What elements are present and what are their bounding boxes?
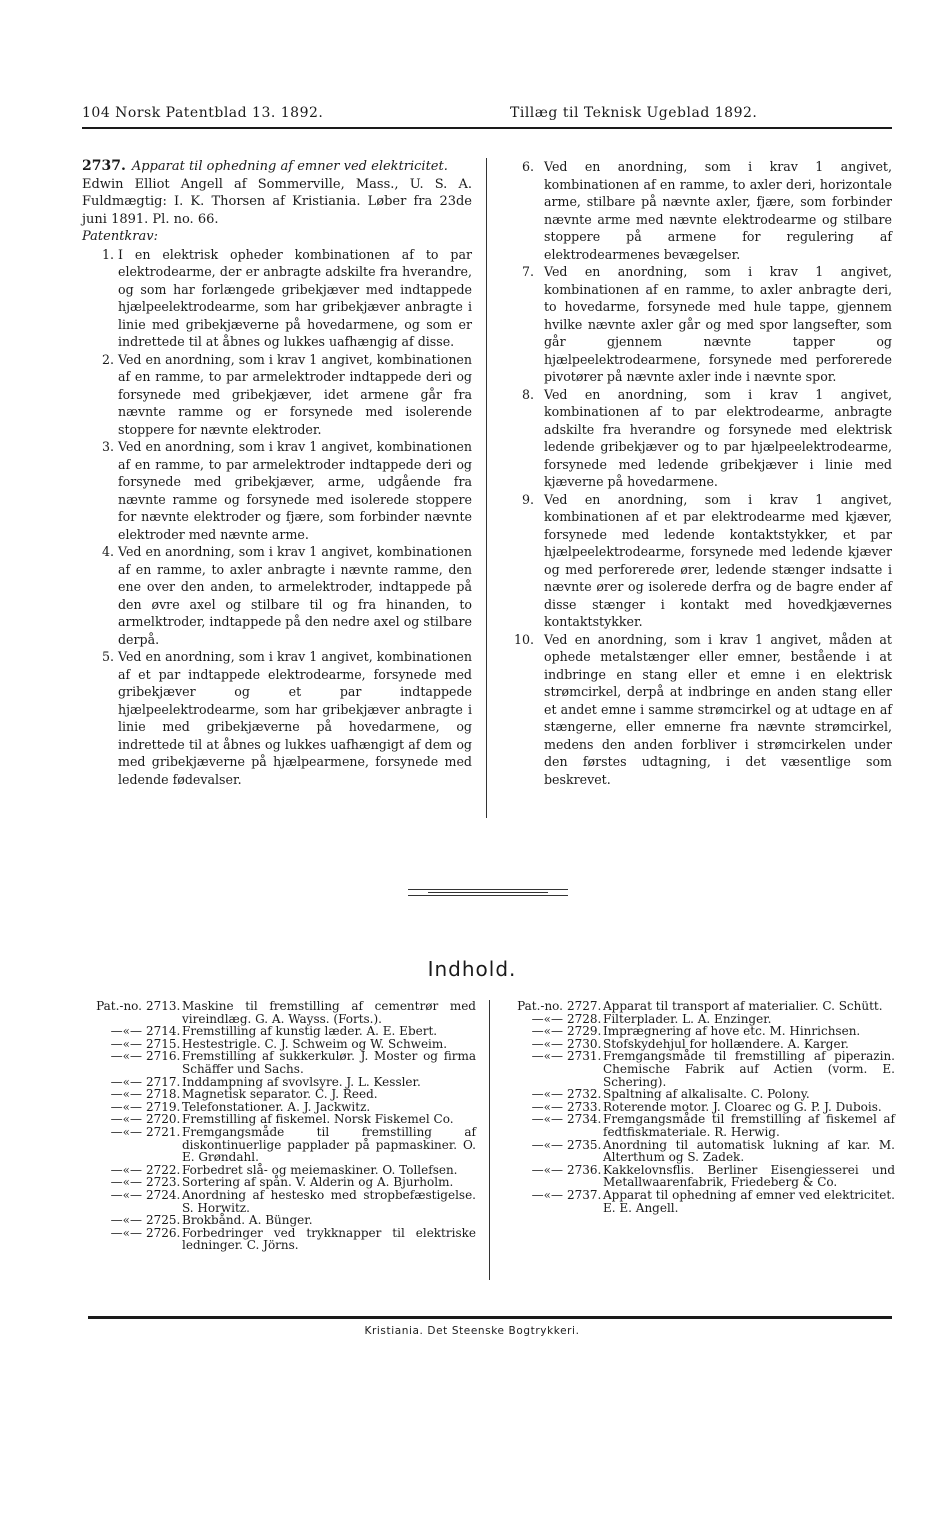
- claims-label: Patentkrav:: [82, 229, 158, 244]
- claim-text: I en elektrisk opheder kombinationen af to par elektrodearme, der er anbragte adskilte fra hverandre, og som har forlængede gribekjæver med indtappede hjælpeelektrodearme, som har gribekjæver anbragte i linie med gribekjæverne på hovedarmene, og som er indrettede til at åbnes og lukkes uafhængig af disse.: [118, 246, 472, 349]
- claim-number: 9.: [521, 491, 534, 507]
- index-entry: [505, 1164, 895, 1189]
- index-text: Kakkelovnsflis. Berliner Eisengiesserei und Metallwaarenfabrik, Friedeberg & Co.: [603, 1162, 895, 1190]
- index-number: 2735.: [567, 1137, 602, 1152]
- claim: [82, 648, 472, 788]
- patent-number: 2737.: [82, 158, 126, 174]
- claim-number: 2.: [101, 351, 114, 367]
- index-entry: [84, 1126, 476, 1164]
- claim-text: Ved en anordning, som i krav 1 angivet, kombinationen af et par elektrodearme med kjæver, forsynede med ledende kontaktstykker, et par hjælpeelektrodearme, forsynede med ledende kjæver og med perforerede ører, ledende stænger indsatte i nævnte ører og isolerede derfra og de bagre ender af disse stænger i kontakt med hovedkjævernes kontaktstykker.: [544, 491, 892, 629]
- index-number: 2715.: [146, 1036, 181, 1051]
- index-text: Apparat til ophedning af emner ved elektricitet. E. E. Angell.: [603, 1187, 895, 1215]
- claim: [82, 246, 472, 351]
- index-number: 2734.: [567, 1112, 602, 1127]
- index-text: Sortering af spån. V. Alderin og A. Bjurholm.: [182, 1175, 454, 1190]
- index-prefix: —«—: [110, 1049, 142, 1064]
- right-column: [508, 158, 892, 788]
- index-text: Fremstilling af kunstig læder. A. E. Ebert.: [182, 1024, 438, 1039]
- index-number: 2737.: [567, 1187, 602, 1202]
- index-number: 2724.: [146, 1187, 181, 1202]
- index-number: 2725.: [146, 1213, 181, 1228]
- index-number: 2717.: [146, 1074, 181, 1089]
- claim-text: Ved en anordning, som i krav 1 angivet, måden at ophede metalstænger eller emner, bestående i at indbringe en stang eller et emne i en elektrisk strømcirkel, derpå at indbringe en anden stang eller et andet emne i samme strømcirkel og at udtage en af stængerne, eller emnerne fra nævnte strømcirkel, medens den anden forbliver i strømcirkelen under den førstes udtagning, i det væsentlige som beskrevet.: [544, 631, 892, 787]
- index-number: 2722.: [146, 1162, 181, 1177]
- index-entry: [84, 1214, 476, 1227]
- index-number: 2721.: [146, 1124, 181, 1139]
- index-entry: [84, 1025, 476, 1038]
- header-rule: [82, 127, 892, 129]
- index-text: Fremgangsmåde til fremstilling af piperazin. Chemische Fabrik auf Actien (vorm. E. Schering).: [603, 1049, 895, 1089]
- index-prefix: —«—: [110, 1112, 142, 1127]
- column-divider: [486, 158, 487, 818]
- index-entry: [505, 1088, 895, 1101]
- index-text: Roterende motor. J. Cloarec og G. P. J. Dubois.: [603, 1099, 882, 1114]
- index-number: 2716.: [146, 1049, 181, 1064]
- index-entry: [84, 1189, 476, 1214]
- index-prefix: —«—: [110, 1162, 142, 1177]
- index-prefix: —«—: [531, 1049, 563, 1064]
- claim: [82, 351, 472, 439]
- index-prefix: —«—: [110, 1124, 142, 1139]
- section-ornament: [408, 887, 568, 898]
- index-number: 2719.: [146, 1099, 181, 1114]
- claim-text: Ved en anordning, som i krav 1 angivet, kombinationen af to par elektrodearme, anbragte adskilte fra hverandre og forsynede med elektrisk ledende gribekjæver og to par hjælpeelektrodearme, forsynede med ledende gribekjæver i linie med kjæverne på hovedarmene.: [544, 386, 892, 489]
- index-prefix: —«—: [110, 1087, 142, 1102]
- index-prefix: —«—: [110, 1175, 142, 1190]
- index-text: Hestestrigle. C. J. Schweim og W. Schweim.: [182, 1036, 448, 1051]
- claim: [508, 491, 892, 631]
- index-prefix: —«—: [110, 1036, 142, 1051]
- index-right: [505, 1000, 895, 1214]
- claims-right: [508, 158, 892, 788]
- index-prefix: —«—: [531, 1162, 563, 1177]
- index-number: 2729.: [567, 1024, 602, 1039]
- index-text: Spaltning af alkalisalte. C. Polony.: [603, 1087, 810, 1102]
- patent-meta: Edwin Elliot Angell af Sommerville, Mass., U. S. A. Fuldmægtig: I. K. Thorsen af Kristiania. Løber fra 23de juni 1891. Pl. no. 66.: [82, 176, 472, 227]
- patent-title: Apparat til ophedning af emner ved elektricitet.: [131, 159, 448, 174]
- index-entry: [505, 1113, 895, 1138]
- claim-number: 10.: [513, 631, 534, 647]
- left-column: [82, 158, 472, 788]
- claim-text: Ved en anordning, som i krav 1 angivet, kombinationen af en ramme, to axler anbragte i nævnte ramme, den ene over den anden, to armelektroder, indtappede på den øvre axel og stilbare til og fra hinanden, to armelktroder, indtappede på den nedre axel og stilbare derpå.: [118, 544, 472, 647]
- claim-number: 6.: [521, 159, 534, 174]
- index-prefix: —«—: [110, 1099, 142, 1114]
- printer-imprint: Kristiania. Det Steenske Bogtrykkeri.: [364, 1325, 580, 1337]
- claim-text: Ved en anordning, som i krav 1 angivet, kombinationen af en ramme, to par armelektroder indtappede deri og forsynede med gribekjæver, arme, udgående fra nævnte ramme og forsynede med isolerede stoppere for nævnte elektroder og fjære, som forbinder nævnte elektroder med nævnte arme.: [118, 439, 472, 542]
- index-left: [84, 1000, 476, 1252]
- index-text: Fremgangsmåde til fremstilling af diskontinuerlige papplader på papmaskiner. O. E. Grøndahl.: [182, 1124, 476, 1165]
- index-number: 2730.: [567, 1036, 602, 1051]
- index-number: 2736.: [567, 1162, 602, 1177]
- index-entry: [505, 1025, 895, 1038]
- index-divider: [489, 1000, 490, 1280]
- claim: [82, 543, 472, 648]
- index-entry: [84, 1227, 476, 1252]
- index-number: 2723.: [146, 1175, 181, 1190]
- index-prefix: —«—: [531, 1099, 563, 1114]
- index-number: 2731.: [567, 1049, 602, 1064]
- claim-number: 4.: [101, 544, 114, 559]
- index-text: Magnetisk separator. C. J. Reed.: [182, 1087, 378, 1102]
- index-prefix: —«—: [110, 1225, 142, 1240]
- index-number: 2727.: [567, 999, 602, 1013]
- claim: [508, 158, 892, 263]
- index-prefix: Pat.-no.: [517, 999, 563, 1013]
- index-prefix: —«—: [531, 1137, 563, 1152]
- index-text: Fremstilling af sukkerkulør. J. Moster og firma Schäffer und Sachs.: [182, 1049, 476, 1076]
- running-header-right: Tillæg til Teknisk Ugeblad 1892.: [510, 105, 758, 121]
- claim-number: 5.: [101, 649, 114, 664]
- index-prefix: —«—: [531, 1024, 563, 1039]
- index-entry: [84, 1000, 476, 1025]
- index-text: Forbedret slå- og meiemaskiner. O. Tollefsen.: [182, 1162, 458, 1177]
- claim-text: Ved en anordning, som i krav 1 angivet, kombinationen af en ramme, to par armelektroder indtappede deri og forsynede med gribekjæver, idet armene går fra nævnte ramme og er forsynede med isolerende stoppere for nævnte elektroder.: [118, 351, 472, 437]
- index-number: 2720.: [146, 1112, 181, 1127]
- index-prefix: —«—: [110, 1187, 142, 1202]
- index-text: Anordning til automatisk lukning af kar. M. Alterthum og S. Zadek.: [603, 1137, 895, 1165]
- index-text: Fremgangsmåde til fremstilling af fiskemel af fedtfiskmateriale. R. Herwig.: [603, 1112, 895, 1139]
- index-entry: [505, 1189, 895, 1214]
- patent-heading: [82, 158, 472, 176]
- claim-text: Ved en anordning, som i krav 1 angivet, kombinationen af en ramme, to axler deri, horizontale arme, stilbare på nævnte axler, fjære, som forbinder nævnte arme med nævnte elektrodearme og stilbare stoppere på armene for regulering af elektrodearmenes bevægelser.: [544, 159, 892, 262]
- index-entry: [505, 1000, 895, 1013]
- index-prefix: —«—: [110, 1074, 142, 1089]
- index-prefix: —«—: [531, 1187, 563, 1202]
- index-prefix: —«—: [110, 1213, 142, 1228]
- index-text: Stofskydehjul for hollændere. A. Karger.: [603, 1036, 849, 1051]
- index-prefix: —«—: [110, 1024, 142, 1039]
- index-entry: [505, 1050, 895, 1088]
- claim-text: Ved en anordning, som i krav 1 angivet, kombinationen af et par indtappede elektrodearme, forsynede med gribekjæver og et par indtappede hjælpeelektrodearme, som har gribekjæver anbragte i linie med gribekjæverne på hovedarmene, og indrettede til at åbnes og lukkes uafhængigt af dem og med gribekjæverne på hjælpearmene, forsynede med ledende fødevalser.: [118, 649, 472, 787]
- claim: [508, 263, 892, 386]
- index-prefix: —«—: [531, 1036, 563, 1051]
- index-prefix: Pat.-no.: [96, 999, 142, 1013]
- claim: [508, 631, 892, 789]
- index-prefix: —«—: [531, 1112, 563, 1127]
- claim: [82, 438, 472, 543]
- index-text: Brokbånd. A. Bünger.: [182, 1213, 313, 1228]
- claim-number: 1.: [101, 246, 114, 262]
- claim: [508, 386, 892, 491]
- running-header-left: 104 Norsk Patentblad 13. 1892.: [82, 105, 324, 121]
- index-number: 2713.: [146, 999, 181, 1013]
- claims-left: [82, 246, 472, 789]
- index-text: Anordning af hestesko med stropbefæstigelse. S. Horwitz.: [182, 1187, 476, 1215]
- claim-number: 3.: [101, 439, 114, 454]
- claim-text: Ved en anordning, som i krav 1 angivet, kombinationen af en ramme, to axler anbragte deri, to hovedarme, forsynede med hule tappe, gjennem hvilke nævnte axler går og med spor langsefter, som går gjennem nævnte tapper og hjælpeelektrodearmene, forsynede med perforerede pivotører på nævnte axler inde i nævnte spor.: [544, 264, 892, 384]
- index-entry: [84, 1088, 476, 1101]
- index-text: Imprægnering af hove etc. M. Hinrichsen.: [603, 1024, 861, 1039]
- index-text: Telefonstationer. A. J. Jackwitz.: [182, 1099, 371, 1114]
- index-prefix: —«—: [531, 1011, 563, 1026]
- claim-number: 8.: [521, 386, 534, 402]
- index-prefix: —«—: [531, 1087, 563, 1102]
- index-text: Forbedringer ved trykknapper til elektriske ledninger. C. Jörns.: [182, 1225, 476, 1253]
- index-heading: Indhold.: [427, 957, 517, 981]
- index-number: 2733.: [567, 1099, 602, 1114]
- index-entry: [505, 1139, 895, 1164]
- index-number: 2732.: [567, 1087, 602, 1102]
- index-number: 2718.: [146, 1087, 181, 1102]
- index-number: 2726.: [146, 1225, 181, 1240]
- claim-number: 7.: [521, 264, 534, 279]
- index-entry: [84, 1050, 476, 1075]
- index-text: Maskine til fremstilling af cementrør med vireindlæg. G. A. Wayss. (Forts.).: [182, 999, 476, 1026]
- index-text: Fremstilling af fiskemel. Norsk Fiskemel Co.: [182, 1112, 454, 1127]
- index-text: Apparat til transport af materialier. C. Schütt.: [603, 999, 883, 1013]
- index-number: 2728.: [567, 1011, 602, 1026]
- footer-rule: [88, 1316, 892, 1319]
- index-text: Filterplader. L. A. Enzinger.: [603, 1011, 772, 1026]
- index-text: Inddampning af svovlsyre. J. L. Kessler.: [182, 1074, 421, 1089]
- index-number: 2714.: [146, 1024, 181, 1039]
